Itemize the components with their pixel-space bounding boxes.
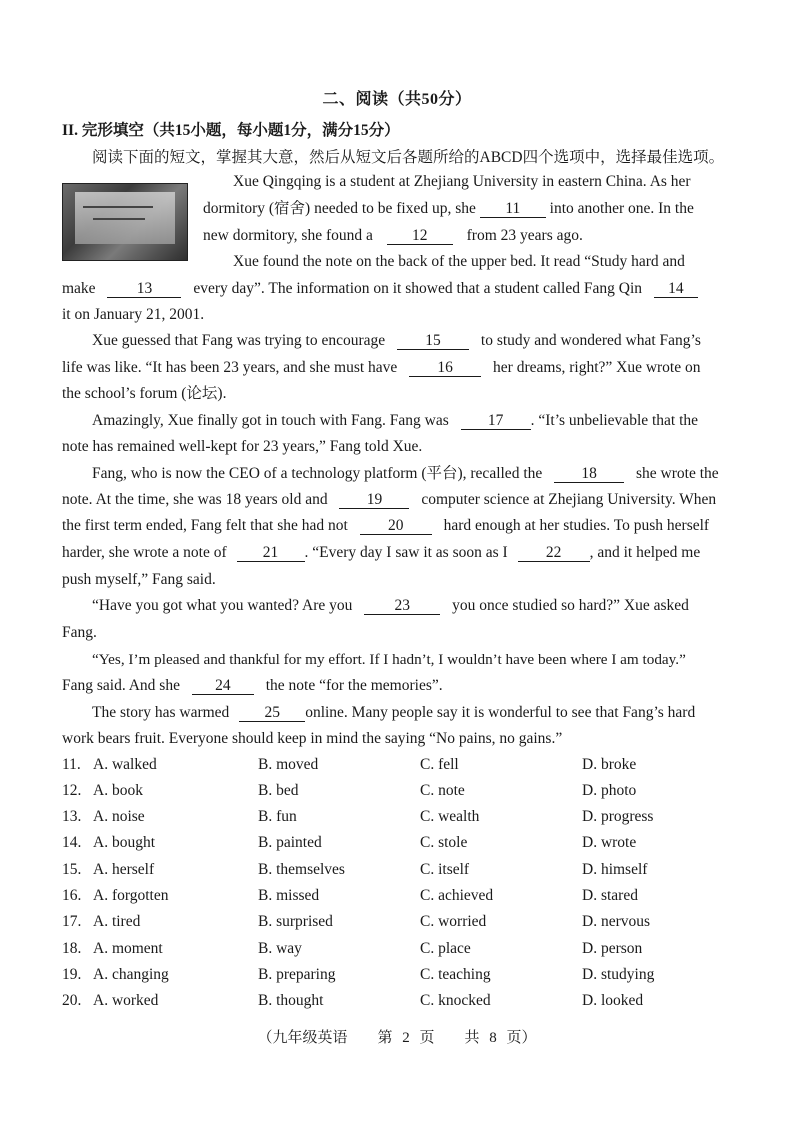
passage-line: new dormitory, she found a 12 from 23 years ago.	[203, 227, 583, 244]
option-d: D. person	[582, 940, 643, 957]
question-number: 11.	[62, 756, 81, 773]
cloze-section-title: II. 完形填空（共15小题，每小题1分，满分15分）	[62, 122, 400, 139]
option-d: D. nervous	[582, 913, 651, 930]
passage-line: make 13 every day”. The information on it showed that a student called Fang Qin 14	[62, 279, 734, 299]
option-d: D. stared	[582, 887, 638, 904]
blank-11: 11	[480, 200, 546, 218]
passage-line: note. At the time, she was 18 years old and 19 computer science at Zhejiang University. When	[62, 491, 717, 508]
option-b: B. missed	[258, 887, 320, 904]
cloze-instructions: 阅读下面的短文，掌握其大意，然后从短文后各题所给的ABCD四个选项中，选择最佳选项。	[92, 149, 725, 166]
option-b: B. themselves	[258, 861, 345, 878]
passage-line: Fang said. And she 24 the note “for the memories”.	[62, 677, 443, 694]
option-a: A. worked	[93, 992, 159, 1009]
passage-line: The story has warmed 25 online. Many people say it is wonderful to see that Fang’s hard	[92, 704, 696, 721]
question-number: 13.	[62, 808, 82, 825]
option-c: C. stole	[420, 834, 468, 851]
option-a: A. forgotten	[93, 887, 169, 904]
option-c: C. itself	[420, 861, 470, 878]
option-d: D. looked	[582, 992, 644, 1009]
question-options-18	[62, 940, 742, 960]
question-number: 14.	[62, 834, 82, 851]
option-b: B. fun	[258, 808, 297, 825]
blank-22: 22	[518, 544, 590, 562]
passage-line: Amazingly, Xue finally got in touch with Fang. Fang was 17 . “It’s unbelievable that the	[92, 412, 699, 429]
blank-17: 17	[461, 412, 531, 430]
option-a: A. book	[93, 782, 143, 799]
note-photo	[62, 183, 188, 261]
question-number: 16.	[62, 887, 82, 904]
option-b: B. preparing	[258, 966, 336, 983]
blank-20: 20	[360, 517, 432, 535]
blank-19: 19	[339, 491, 409, 509]
page-footer: （九年级英语 第 2 页 共 8 页）	[257, 1030, 537, 1046]
question-number: 20.	[62, 992, 82, 1009]
option-a: A. bought	[93, 834, 155, 851]
question-options-16	[62, 887, 742, 907]
option-b: B. way	[258, 940, 302, 957]
section-heading: 二、阅读（共50分）	[322, 91, 472, 108]
question-number: 17.	[62, 913, 82, 930]
option-b: B. moved	[258, 756, 319, 773]
option-d: D. broke	[582, 756, 637, 773]
option-d: D. studying	[582, 966, 655, 983]
question-number: 15.	[62, 861, 82, 878]
option-a: A. walked	[93, 756, 157, 773]
handwriting-mark	[93, 218, 145, 220]
passage-line: it on January 21, 2001.	[62, 306, 205, 323]
option-b: B. thought	[258, 992, 324, 1009]
blank-16: 16	[409, 359, 481, 377]
question-options-19	[62, 966, 742, 986]
option-d: D. wrote	[582, 834, 637, 851]
question-options-12	[62, 782, 742, 802]
question-options-11	[62, 756, 742, 776]
passage-line: “Have you got what you wanted? Are you 23 you once studied so hard?” Xue asked	[92, 597, 689, 614]
option-a: A. noise	[93, 808, 145, 825]
question-number: 18.	[62, 940, 82, 957]
question-options-17	[62, 913, 742, 933]
blank-24: 24	[192, 677, 254, 695]
option-c: C. achieved	[420, 887, 494, 904]
option-b: B. bed	[258, 782, 299, 799]
question-number: 12.	[62, 782, 82, 799]
question-options-14	[62, 834, 742, 854]
option-b: B. painted	[258, 834, 322, 851]
blank-18: 18	[554, 465, 624, 483]
passage-line: work bears fruit. Everyone should keep in mind the saying “No pains, no gains.”	[62, 730, 563, 747]
option-c: C. fell	[420, 756, 459, 773]
blank-14: 14	[654, 280, 698, 298]
passage-line: push myself,” Fang said.	[62, 571, 216, 588]
blank-13: 13	[107, 280, 181, 298]
option-c: C. teaching	[420, 966, 491, 983]
passage-line: harder, she wrote a note of 21 . “Every day I saw it as soon as I 22 , and it helped me	[62, 544, 701, 561]
option-c: C. note	[420, 782, 465, 799]
blank-12: 12	[387, 227, 453, 245]
blank-21: 21	[237, 544, 305, 562]
option-d: D. himself	[582, 861, 648, 878]
question-options-15	[62, 861, 742, 881]
passage-line: “Yes, I’m pleased and thankful for my effort. If I hadn’t, I wouldn’t have been where I am today.”	[92, 651, 686, 668]
passage-line: life was like. “It has been 23 years, and she must have 16 her dreams, right?” Xue wrote on	[62, 359, 701, 376]
question-number: 19.	[62, 966, 82, 983]
option-c: C. knocked	[420, 992, 491, 1009]
option-a: A. tired	[93, 913, 141, 930]
passage-line: the school’s forum (论坛).	[62, 385, 227, 402]
passage-line: the first term ended, Fang felt that she had not 20 hard enough at her studies. To push herself	[62, 517, 710, 534]
option-a: A. moment	[93, 940, 163, 957]
option-d: D. photo	[582, 782, 637, 799]
option-c: C. wealth	[420, 808, 480, 825]
passage-line: dormitory (宿舍) needed to be fixed up, she 11 into another one. In the	[203, 200, 694, 217]
question-options-13	[62, 808, 742, 828]
option-a: A. herself	[93, 861, 155, 878]
passage-line: note has remained well-kept for 23 years,” Fang told Xue.	[62, 438, 423, 455]
question-options-20	[62, 992, 742, 1012]
passage-line: Xue Qingqing is a student at Zhejiang University in eastern China. As her	[233, 173, 691, 190]
passage-line: Xue guessed that Fang was trying to encourage 15 to study and wondered what Fang’s	[92, 332, 701, 349]
option-c: C. place	[420, 940, 471, 957]
blank-25: 25	[239, 704, 305, 722]
handwriting-mark	[83, 206, 153, 208]
option-d: D. progress	[582, 808, 654, 825]
option-c: C. worried	[420, 913, 487, 930]
passage-line: Xue found the note on the back of the upper bed. It read “Study hard and	[233, 253, 685, 270]
passage-line: Fang.	[62, 624, 97, 641]
blank-15: 15	[397, 332, 469, 350]
option-b: B. surprised	[258, 913, 333, 930]
option-a: A. changing	[93, 966, 169, 983]
passage-line: Fang, who is now the CEO of a technology platform (平台), recalled the 18 she wrote the	[92, 465, 719, 482]
blank-23: 23	[364, 597, 440, 615]
